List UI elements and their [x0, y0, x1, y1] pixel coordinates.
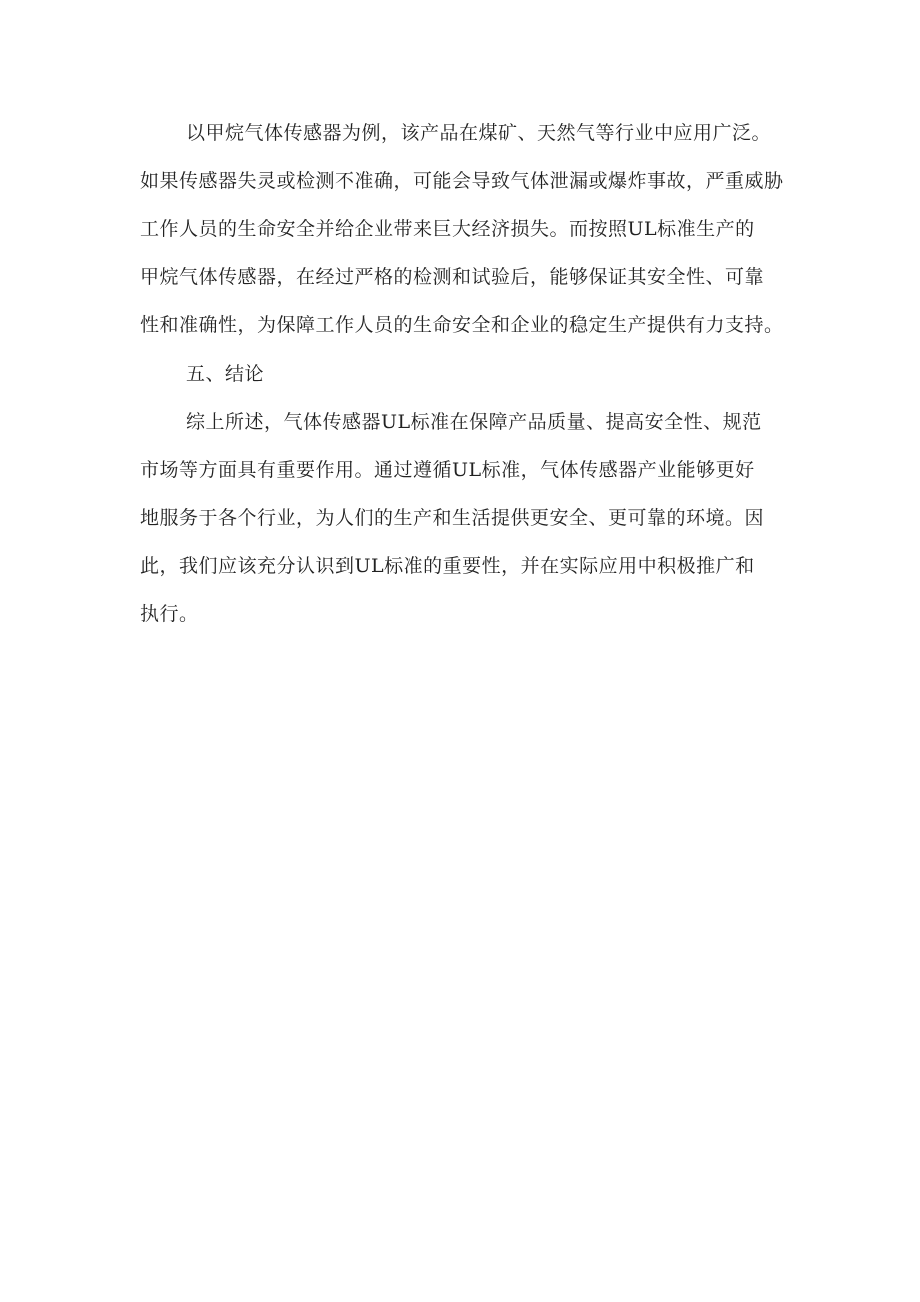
section-heading: 五、结论 — [186, 363, 265, 385]
paragraph-1-line-4: 甲烷气体传感器，在经过严格的检测和试验后，能够保证其安全性、可靠 — [140, 266, 765, 288]
paragraph-2-line-2: 市场等方面具有重要作用。通过遵循UL标准，气体传感器产业能够更好 — [140, 459, 755, 481]
paragraph-2-line-3: 地服务于各个行业，为人们的生产和生活提供更安全、更可靠的环境。因 — [140, 507, 765, 529]
paragraph-1-line-1: 以甲烷气体传感器为例，该产品在煤矿、天然气等行业中应用广泛。 — [186, 122, 772, 144]
paragraph-2-line-1: 综上所述，气体传感器UL标准在保障产品质量、提高安全性、规范 — [186, 411, 762, 433]
paragraph-2-line-4: 此，我们应该充分认识到UL标准的重要性，并在实际应用中积极推广和 — [140, 555, 755, 577]
paragraph-1-line-5: 性和准确性，为保障工作人员的生命安全和企业的稳定生产提供有力支持。 — [140, 314, 784, 336]
paragraph-1-line-2: 如果传感器失灵或检测不准确，可能会导致气体泄漏或爆炸事故，严重威胁 — [140, 170, 784, 192]
paragraph-1-line-3: 工作人员的生命安全并给企业带来巨大经济损失。而按照UL标准生产的 — [140, 218, 755, 240]
paragraph-2-line-5: 执行。 — [140, 603, 199, 625]
